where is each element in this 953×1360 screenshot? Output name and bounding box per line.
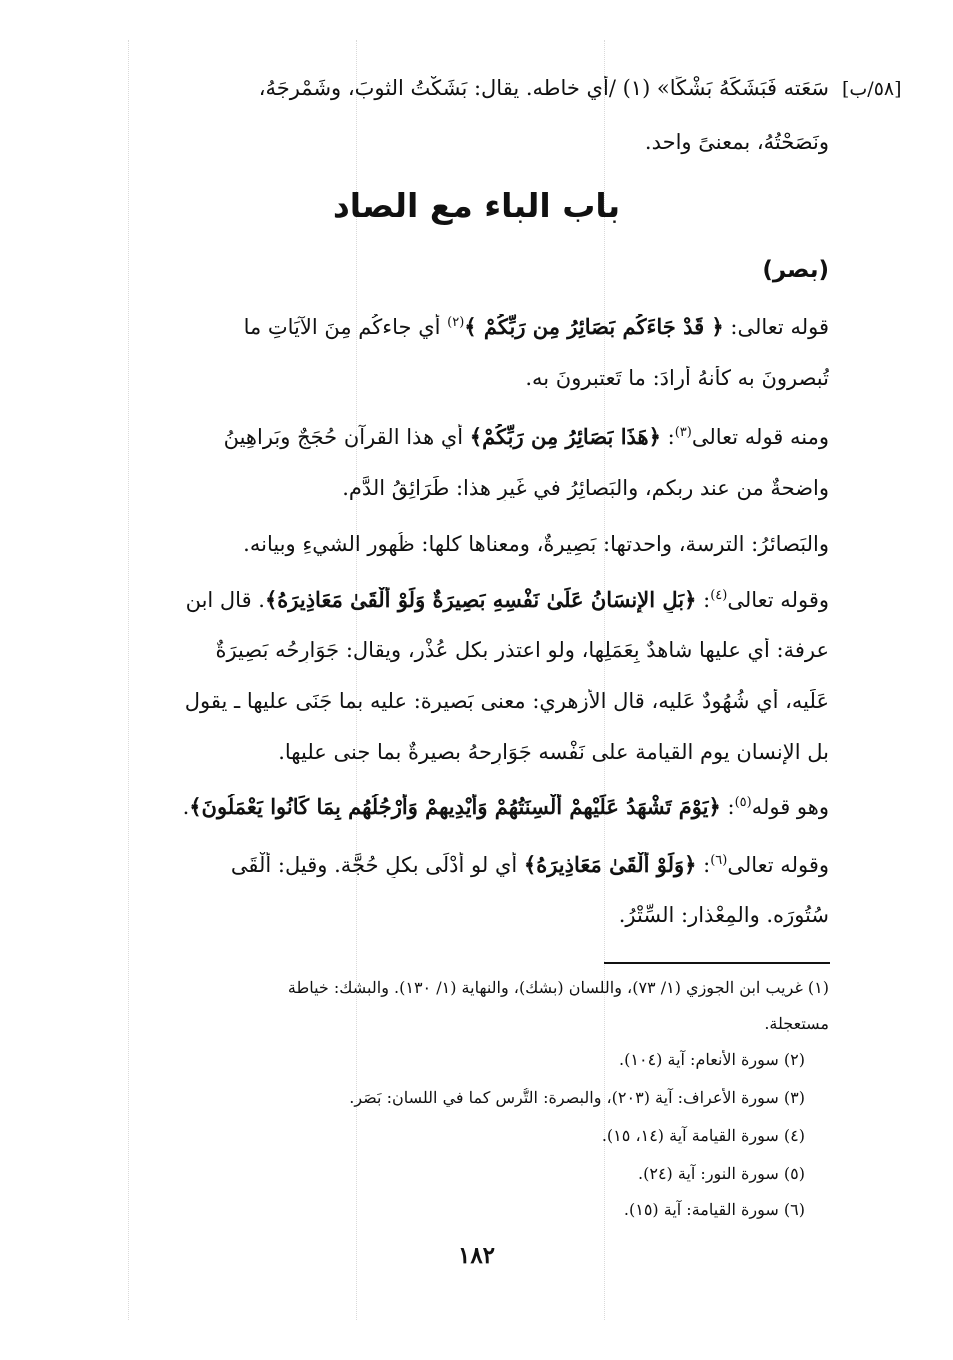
quran-quote: ﴿وَلَوْ أَلْقَىٰ مَعَاذِيرَهُ﴾	[523, 852, 697, 877]
entry-intro-line-1: سَعَته فَبَشَكَهُ بَشْكًا» (١) /أي خاطه. يقال: بَشَكْتُ الثوبَ، وشَمْرجَهُ،	[258, 76, 829, 100]
paragraph-5-line-1: وهو قوله$^{(٥)}$: ﴿يَوْمَ تَشْهَدُ عَلَيْهِمْ أَلْسِنَتُهُمْ وَأَيْدِيهِمْ وَأَرْجُلُهُم بِمَا كَانُوا يَعْمَلُونَ﴾.	[182, 794, 829, 819]
quran-quote: ﴿هَذَا بَصَائِرُ مِن رَبِّكُمْ﴾	[469, 424, 661, 449]
paragraph-2-line-2: واضحةٌ من عند ربكم، والبَصائِرُ في غَيرِ هذا: طَرَائِقُ الدَّمِ.	[342, 476, 829, 500]
page-number: ١٨٢	[457, 1242, 496, 1269]
footnote-ref: (٤)	[710, 588, 728, 603]
paragraph-1-line-1: قوله تعالى: ﴿ قَدْ جَاءَكُم بَصَائِرُ مِن رَبِّكُمْ ﴾$^{(٢)}$ أي جاءكُم مِنَ الآيَاتِ ما	[243, 314, 829, 339]
footnote-1-line-1: (١) غريب ابن الجوزي (١/ ٧٣)، واللسان (بشك)، والنهاية (١/ ١٣٠). والبشك: خياطة	[287, 978, 829, 997]
footnote-5: (٥) سورة النور: آية (٢٤).	[638, 1164, 805, 1183]
paragraph-4-line-1: وقوله تعالى$^{(٤)}$: ﴿بَلِ الإِنسَانُ عَلَىٰ نَفْسِهِ بَصِيرَةٌ وَلَوْ أَلْقَىٰ مَعَاذِيرَهُ﴾. قال ابن	[185, 587, 829, 612]
quran-quote: ﴿يَوْمَ تَشْهَدُ عَلَيْهِمْ أَلْسِنَتُهُمْ وَأَيْدِيهِمْ وَأَرْجُلُهُم بِمَا كَانُوا يَعْمَلُونَ﴾	[189, 794, 721, 819]
footnote-4: (٤) سورة القيامة آية (١٤، ١٥).	[601, 1126, 805, 1145]
footnote-3: (٣) سورة الأعراف: آية (٢٠٣)، والبصرة: التُّرس كما في اللسان: بَصَر.	[349, 1088, 805, 1107]
footnote-ref: (٥)	[734, 795, 752, 810]
paragraph-1-line-2: تُبصرونَ به كأنهُ أرادَ: ما تَعتبرونَ به.	[525, 366, 829, 390]
footnote-ref: (٣)	[674, 425, 692, 440]
footnote-ref: (٦)	[710, 853, 728, 868]
paragraph-6-line-2: سُتُورَه. والمِعْذار: السِّتْرُ.	[618, 903, 829, 927]
folio-marker: [٥٨/ب]	[842, 78, 902, 100]
paragraph-4-line-2: عرفة: أي عليها شاهدٌ بِعَمَلِها، ولو اعتذر بكل عُذْر، ويقال: جَوَارِحُه بَصِيرَةٌ	[215, 638, 829, 662]
paragraph-4-line-4: بل الإنسان يوم القيامة على نَفْسه جَوَارِحهُ بصيرةٌ بما جنى عليها.	[278, 740, 829, 764]
quran-quote: ﴿ قَدْ جَاءَكُم بَصَائِرُ مِن رَبِّكُمْ ﴾	[464, 314, 724, 339]
footnote-separator	[604, 962, 830, 964]
footnote-2: (٢) سورة الأنعام: آية (١٠٤).	[619, 1050, 805, 1069]
footnote-ref: (٢)	[447, 315, 465, 330]
paragraph-4-line-3: عَلَيه، أي شُهُودٌ عَليه، قال الأزهري: معنى بَصيرة: عليه بما جَنَى عليها ـ يقول	[184, 689, 829, 713]
paragraph-2-line-1: ومنه قوله تعالى$^{(٣)}$: ﴿هَذَا بَصَائِرُ مِن رَبِّكُمْ﴾ أي هذا القرآن حُجَجٌ وبَراهِينُ	[223, 424, 829, 449]
entry-intro-line-2: ونَصَحْتُهُ، بمعنىً واحد.	[644, 130, 829, 154]
chapter-title: باب الباء مع الصاد	[332, 186, 621, 225]
quran-quote: ﴿بَلِ الإِنسَانُ عَلَىٰ نَفْسِهِ بَصِيرَةٌ وَلَوْ أَلْقَىٰ مَعَاذِيرَهُ﴾	[264, 587, 697, 612]
paragraph-6-line-1: وقوله تعالى$^{(٦)}$: ﴿وَلَوْ أَلْقَىٰ مَعَاذِيرَهُ﴾ أي لو أدْلَى بكلِ حُجَّة. وقيل: أَلْقَى	[230, 852, 829, 877]
footnote-1-line-2: مستعجلة.	[764, 1014, 829, 1033]
footnote-6: (٦) سورة القيامة: آية (١٥).	[623, 1200, 805, 1219]
paragraph-3-line-1: والبَصائرُ: الترسة، واحدتها: بَصِيرةٌ، ومعناها كلها: ظُهور الشيءِ وبيانه.	[243, 532, 829, 556]
root-heading: (بصر)	[762, 257, 829, 283]
